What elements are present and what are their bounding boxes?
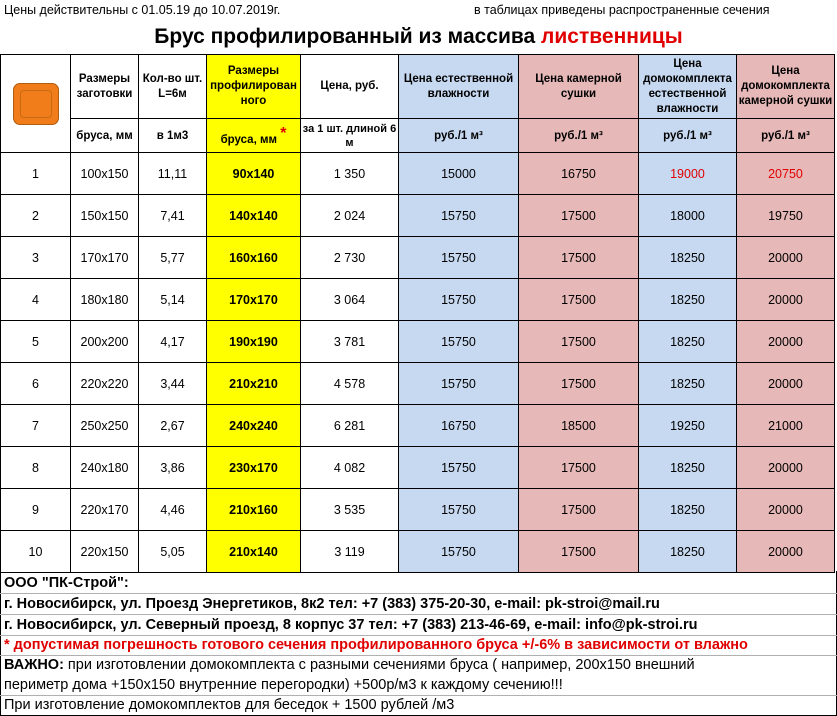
important-text: при изготовлении домокомплекта с разными сечениями бруса ( например, 200х150 внешний xyxy=(63,657,695,673)
price-per-piece: 4 578 xyxy=(301,363,399,405)
profile-size: 170х170 xyxy=(207,279,301,321)
price-natural: 15750 xyxy=(399,237,519,279)
price-kiln-dry: 18500 xyxy=(519,405,639,447)
qty-per-m3: 11,11 xyxy=(139,153,207,195)
price-per-piece: 6 281 xyxy=(301,405,399,447)
profile-size: 140х140 xyxy=(207,195,301,237)
important-label: ВАЖНО: xyxy=(4,657,64,673)
header-kit-natural: Цена домокомплекта естественной влажности xyxy=(639,55,737,119)
price-kiln-dry: 17500 xyxy=(519,321,639,363)
address-2 xyxy=(0,615,837,635)
qty-per-m3: 5,05 xyxy=(139,531,207,573)
price-natural: 15750 xyxy=(399,447,519,489)
company-label: ООО "ПК-Строй": xyxy=(4,575,129,591)
table-row xyxy=(1,237,835,279)
row-number: 5 xyxy=(1,321,71,363)
gazebo-note xyxy=(0,695,837,715)
profile-size: 210х140 xyxy=(207,531,301,573)
price-kiln-dry: 17500 xyxy=(519,447,639,489)
qty-per-m3: 3,44 xyxy=(139,363,207,405)
table-row xyxy=(1,153,835,195)
tolerance-note xyxy=(0,635,837,655)
price-kiln-dry: 16750 xyxy=(519,153,639,195)
table-row xyxy=(1,531,835,573)
price-per-piece: 1 350 xyxy=(301,153,399,195)
row-number: 4 xyxy=(1,279,71,321)
price-kit-natural: 18250 xyxy=(639,237,737,279)
price-table xyxy=(0,54,835,573)
price-natural: 15750 xyxy=(399,279,519,321)
tolerance-asterisk: * xyxy=(4,637,10,653)
price-kit-dry: 20750 xyxy=(737,153,835,195)
row-number: 1 xyxy=(1,153,71,195)
blank-size: 220х220 xyxy=(71,363,139,405)
header-kit-natural-unit: руб./1 м³ xyxy=(639,119,737,153)
blank-size: 220х170 xyxy=(71,489,139,531)
address-1-text: г. Новосибирск, ул. Проезд Энергетиков, 8к2 тел: +7 (383) 375-20-30, e-mail: pk-stroi@mail.ru xyxy=(4,596,660,612)
row-number: 3 xyxy=(1,237,71,279)
address-2-text: г. Новосибирск, ул. Северный проезд, 8 корпус 37 тел: +7 (383) 213-46-69, e-mail: info@pk-stroi.ru xyxy=(4,617,698,633)
blank-size: 220х150 xyxy=(71,531,139,573)
table-row xyxy=(1,321,835,363)
row-number: 8 xyxy=(1,447,71,489)
title-accent: лиственницы xyxy=(541,25,683,48)
price-per-piece: 2 730 xyxy=(301,237,399,279)
price-natural: 15750 xyxy=(399,321,519,363)
price-kit-natural: 19250 xyxy=(639,405,737,447)
qty-per-m3: 2,67 xyxy=(139,405,207,447)
price-kit-dry: 20000 xyxy=(737,321,835,363)
price-kit-dry: 20000 xyxy=(737,363,835,405)
blank-size: 170х170 xyxy=(71,237,139,279)
price-kit-dry: 21000 xyxy=(737,405,835,447)
company-name xyxy=(0,573,837,593)
price-natural: 15000 xyxy=(399,153,519,195)
gazebo-text: При изготовление домокомплектов для беседок + 1500 рублей /м3 xyxy=(4,697,455,713)
price-kit-natural: 18250 xyxy=(639,531,737,573)
important-note-2 xyxy=(0,675,837,695)
blank-size: 250х250 xyxy=(71,405,139,447)
address-1 xyxy=(0,594,837,614)
price-kit-dry: 20000 xyxy=(737,237,835,279)
header-dry-unit: руб./1 м³ xyxy=(519,119,639,153)
price-kit-dry: 20000 xyxy=(737,531,835,573)
header-row-top xyxy=(1,55,835,119)
price-natural: 16750 xyxy=(399,405,519,447)
price-kit-natural: 18250 xyxy=(639,489,737,531)
price-natural: 15750 xyxy=(399,531,519,573)
price-natural: 15750 xyxy=(399,195,519,237)
blank-size: 240х180 xyxy=(71,447,139,489)
price-per-piece: 3 535 xyxy=(301,489,399,531)
price-natural: 15750 xyxy=(399,363,519,405)
header-kit-dry-unit: руб./1 м³ xyxy=(737,119,835,153)
header-natural-unit: руб./1 м³ xyxy=(399,119,519,153)
profile-size: 210х210 xyxy=(207,363,301,405)
price-natural: 15750 xyxy=(399,489,519,531)
row-number: 9 xyxy=(1,489,71,531)
profile-size: 90х140 xyxy=(207,153,301,195)
qty-per-m3: 4,46 xyxy=(139,489,207,531)
qty-per-m3: 4,17 xyxy=(139,321,207,363)
header-kit-dry: Цена домокомплекта камерной сушки xyxy=(737,55,835,119)
blank-size: 180х180 xyxy=(71,279,139,321)
price-kit-dry: 20000 xyxy=(737,447,835,489)
table-row xyxy=(1,447,835,489)
header-qty-unit: в 1м3 xyxy=(139,119,207,153)
sections-note: в таблицах приведены распространенные сечения xyxy=(474,3,770,17)
header-profile-size: Размеры профилирован ного xyxy=(207,55,301,119)
blank-size: 200х200 xyxy=(71,321,139,363)
row-number: 2 xyxy=(1,195,71,237)
table-row xyxy=(1,195,835,237)
qty-per-m3: 5,14 xyxy=(139,279,207,321)
blank-size: 150х150 xyxy=(71,195,139,237)
price-kit-dry: 20000 xyxy=(737,489,835,531)
price-kiln-dry: 17500 xyxy=(519,195,639,237)
row-number: 7 xyxy=(1,405,71,447)
qty-per-m3: 3,86 xyxy=(139,447,207,489)
row-number: 10 xyxy=(1,531,71,573)
qty-per-m3: 7,41 xyxy=(139,195,207,237)
price-kit-dry: 20000 xyxy=(737,279,835,321)
header-row-units xyxy=(1,119,835,153)
header-price-unit: за 1 шт. длиной 6 м xyxy=(301,119,399,153)
profile-size: 210х160 xyxy=(207,489,301,531)
header-blank-size: Размеры заготовки xyxy=(71,55,139,119)
profile-size: 230х170 xyxy=(207,447,301,489)
price-kit-natural: 19000 xyxy=(639,153,737,195)
price-kiln-dry: 17500 xyxy=(519,279,639,321)
table-body xyxy=(1,153,835,573)
price-kiln-dry: 17500 xyxy=(519,489,639,531)
price-kit-natural: 18000 xyxy=(639,195,737,237)
price-kit-natural: 18250 xyxy=(639,363,737,405)
validity-note: Цены действительны с 01.05.19 до 10.07.2019г. xyxy=(4,3,281,17)
price-kit-dry: 19750 xyxy=(737,195,835,237)
tolerance-text: допустимая погрешность готового сечения профилированного бруса +/-6% в зависимости от влажно xyxy=(9,637,748,653)
price-per-piece: 3 119 xyxy=(301,531,399,573)
logo-cell xyxy=(1,55,71,153)
price-kit-natural: 18250 xyxy=(639,279,737,321)
page-title xyxy=(0,20,837,54)
qty-per-m3: 5,77 xyxy=(139,237,207,279)
header-profile-unit xyxy=(207,119,301,153)
price-per-piece: 4 082 xyxy=(301,447,399,489)
table-row xyxy=(1,489,835,531)
important-note xyxy=(0,655,837,675)
profile-size: 190х190 xyxy=(207,321,301,363)
profile-size: 240х240 xyxy=(207,405,301,447)
blank-size: 100х150 xyxy=(71,153,139,195)
header-kiln-dry: Цена камерной сушки xyxy=(519,55,639,119)
header-blank-unit: бруса, мм xyxy=(71,119,139,153)
important-text-2: периметр дома +150х150 внутренние перегородки) +500р/м3 к каждому сечению!!! xyxy=(4,677,563,693)
price-kit-natural: 18250 xyxy=(639,321,737,363)
header-price: Цена, руб. xyxy=(301,55,399,119)
price-kit-natural: 18250 xyxy=(639,447,737,489)
header-natural-moisture: Цена естественной влажности xyxy=(399,55,519,119)
asterisk-mark: * xyxy=(280,125,287,143)
table-row xyxy=(1,279,835,321)
table-row xyxy=(1,363,835,405)
price-per-piece: 3 781 xyxy=(301,321,399,363)
profile-unit-label: бруса, мм xyxy=(220,133,277,146)
title-main: Брус профилированный из массива xyxy=(154,25,536,48)
price-per-piece: 3 064 xyxy=(301,279,399,321)
table-row xyxy=(1,405,835,447)
price-kiln-dry: 17500 xyxy=(519,237,639,279)
row-number: 6 xyxy=(1,363,71,405)
profile-size: 160х160 xyxy=(207,237,301,279)
price-kiln-dry: 17500 xyxy=(519,531,639,573)
price-per-piece: 2 024 xyxy=(301,195,399,237)
header-qty: Кол-во шт. L=6м xyxy=(139,55,207,119)
timber-logo-icon xyxy=(13,83,59,125)
price-kiln-dry: 17500 xyxy=(519,363,639,405)
